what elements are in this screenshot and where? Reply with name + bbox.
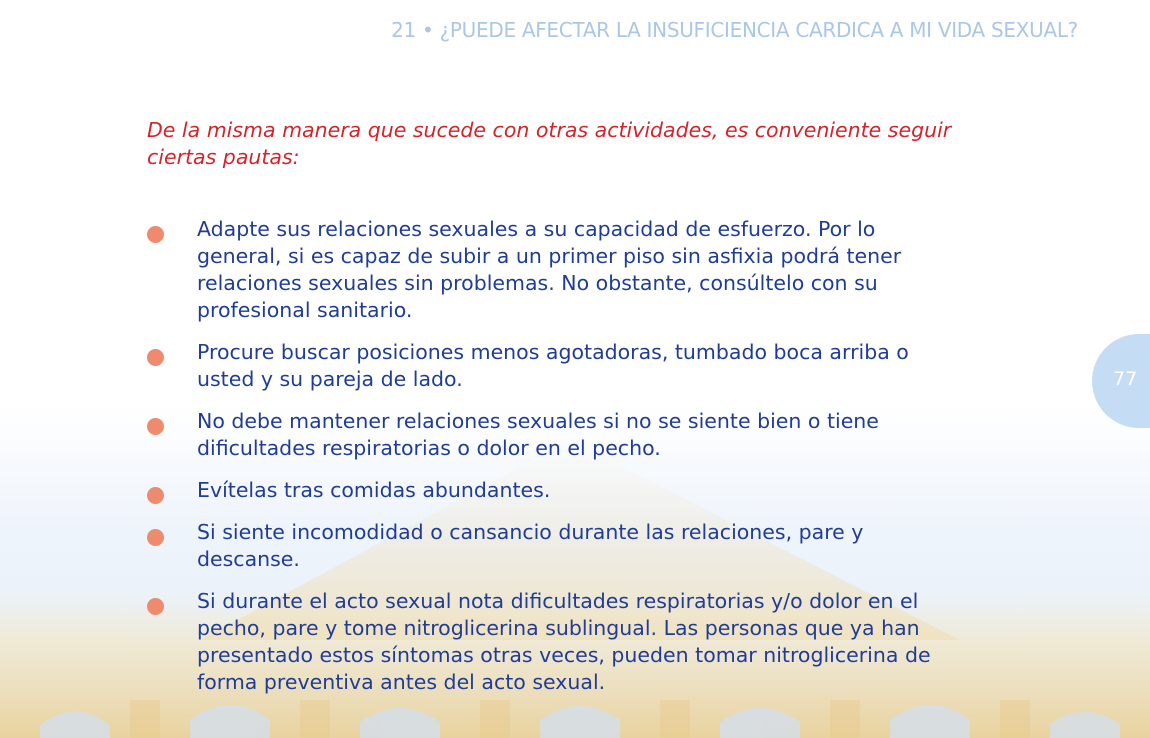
list-item <box>146 477 966 504</box>
list-item-text: Si siente incomodidad o cansancio durante las relaciones, pare y descanse. <box>197 520 864 571</box>
bullet-dot-icon <box>147 418 164 435</box>
list-item <box>146 216 966 324</box>
list-item-text: Adapte sus relaciones sexuales a su capacidad de esfuerzo. Por lo general, si es capaz de subir a un primer piso sin asfixia podrá tener relaciones sexuales sin problemas. No obstante, consúltelo con su profesional sanitario. <box>197 217 902 322</box>
bullet-dot-icon <box>147 226 164 243</box>
list-item <box>146 339 966 393</box>
bullet-dot-icon <box>147 529 164 546</box>
intro-paragraph: De la misma manera que sucede con otras actividades, es conveniente seguir ciertas pautas: <box>147 118 952 169</box>
list-item-text: No debe mantener relaciones sexuales si no se siente bien o tiene dificultades respiratorias o dolor en el pecho. <box>197 409 879 460</box>
guidelines-list <box>146 216 966 696</box>
list-item-text: Procure buscar posiciones menos agotadoras, tumbado boca arriba o usted y su pareja de lado. <box>197 340 909 391</box>
list-item <box>146 408 966 462</box>
page-number: 77 <box>1113 368 1138 390</box>
bullet-dot-icon <box>147 487 164 504</box>
bullet-dot-icon <box>147 349 164 366</box>
list-item <box>146 519 966 573</box>
page-header-title: 21 • ¿PUEDE AFECTAR LA INSUFICIENCIA CARDICA A MI VIDA SEXUAL? <box>391 18 1078 42</box>
bullet-dot-icon <box>147 598 164 615</box>
list-item-text: Si durante el acto sexual nota dificultades respiratorias y/o dolor en el pecho, pare y tome nitroglicerina sublingual. Las personas que ya han presentado estos síntomas otras veces, pueden tomar nitroglicerina de forma preventiva antes del acto sexual. <box>197 589 931 694</box>
list-item <box>146 588 966 696</box>
list-item-text: Evítelas tras comidas abundantes. <box>197 478 551 502</box>
